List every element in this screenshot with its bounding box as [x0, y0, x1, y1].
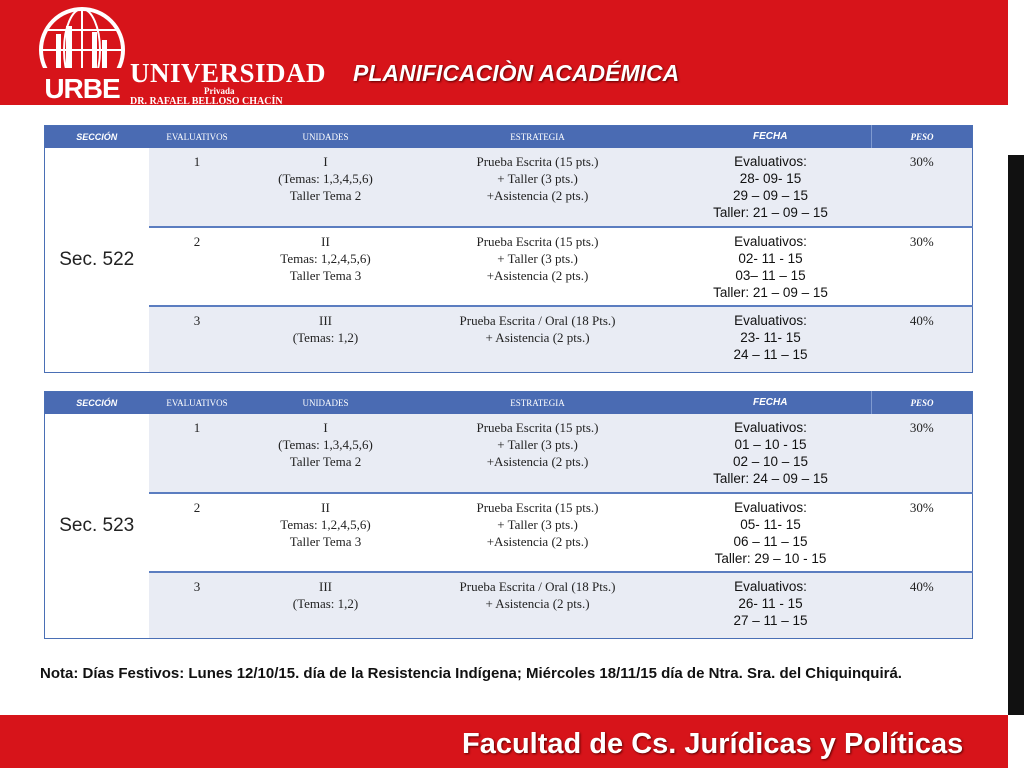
col-header-peso: PESO: [872, 392, 973, 414]
logo-wordmark: UNIVERSIDAD: [130, 58, 327, 88]
fecha-line: 23- 11- 15: [740, 329, 801, 345]
fecha-line: 24 – 11 – 15: [733, 346, 808, 362]
col-header-unidades: UNIDADES: [246, 392, 406, 414]
unidades-cell: [246, 493, 406, 572]
page-title: PLANIFICACIÒN ACADÉMICA: [353, 60, 680, 86]
unidades-line: (Temas: 1,2): [292, 595, 359, 611]
fecha-cell: [670, 148, 872, 227]
estrategia-line: Prueba Escrita (15 pts.): [476, 499, 599, 515]
unidades-line: Taller Tema 3: [289, 267, 362, 283]
estrategia-line: + Taller (3 pts.): [497, 516, 578, 532]
col-header-evaluativos: EVALUATIVOS: [149, 392, 246, 414]
unidades-cell: [246, 148, 406, 227]
logo-monogram: URBE: [44, 73, 120, 104]
fecha-line: 27 – 11 – 15: [733, 612, 808, 628]
section-cell: Sec. 522: [45, 148, 149, 373]
right-edge-strip: [1008, 0, 1024, 155]
unidades-line: III: [319, 312, 332, 328]
logo-subtitle-privada: Privada: [204, 86, 235, 96]
peso-cell: 40%: [872, 306, 973, 373]
table-row: [45, 148, 973, 227]
urbe-logo-icon: [36, 6, 132, 104]
table-header-row: [45, 392, 973, 414]
fecha-line: 26- 11 - 15: [738, 595, 803, 611]
evaluativo-cell: 1: [149, 414, 246, 493]
estrategia-cell: [406, 493, 670, 572]
unidades-line: II: [321, 233, 330, 249]
estrategia-line: + Taller (3 pts.): [497, 436, 578, 452]
unidades-line: Taller Tema 3: [289, 533, 362, 549]
fecha-line: Taller: 24 – 09 – 15: [713, 470, 828, 486]
table-row: [45, 572, 973, 639]
estrategia-line: Prueba Escrita / Oral (18 Pts.): [459, 312, 616, 328]
estrategia-line: Prueba Escrita / Oral (18 Pts.): [459, 578, 616, 594]
fecha-line: 05- 11- 15: [740, 516, 801, 532]
fecha-cell: [670, 306, 872, 373]
fecha-cell: [670, 493, 872, 572]
estrategia-cell: [406, 414, 670, 493]
estrategia-line: + Taller (3 pts.): [497, 170, 578, 186]
table-row: [45, 414, 973, 493]
schedule-table-sec-522: [44, 125, 973, 373]
unidades-line: II: [321, 499, 330, 515]
fecha-cell: [670, 572, 872, 639]
unidades-line: I: [323, 153, 328, 169]
unidades-line: III: [319, 578, 332, 594]
estrategia-cell: [406, 306, 670, 373]
estrategia-line: +Asistencia (2 pts.): [486, 187, 589, 203]
unidades-line: (Temas: 1,3,4,5,6): [278, 436, 373, 452]
col-header-unidades: UNIDADES: [246, 126, 406, 148]
peso-cell: 40%: [872, 572, 973, 639]
faculty-footer-title: Facultad de Cs. Jurídicas y Políticas: [462, 728, 964, 760]
estrategia-line: + Asistencia (2 pts.): [485, 595, 590, 611]
estrategia-cell: [406, 227, 670, 306]
unidades-line: Taller Tema 2: [289, 453, 362, 469]
unidades-cell: [246, 306, 406, 373]
fecha-line: Evaluativos:: [734, 312, 807, 328]
estrategia-line: + Taller (3 pts.): [497, 250, 578, 266]
col-header-seccion: SECCIÓN: [45, 126, 149, 148]
fecha-cell: [670, 227, 872, 306]
fecha-line: Evaluativos:: [734, 233, 807, 249]
evaluativo-cell: 2: [149, 493, 246, 572]
unidades-cell: [246, 227, 406, 306]
unidades-cell: [246, 572, 406, 639]
schedule-table-sec-523: [44, 391, 973, 639]
estrategia-line: + Asistencia (2 pts.): [485, 329, 590, 345]
fecha-cell: [670, 414, 872, 493]
estrategia-cell: [406, 572, 670, 639]
unidades-line: Taller Tema 2: [289, 187, 362, 203]
peso-cell: 30%: [872, 148, 973, 227]
unidades-cell: [246, 414, 406, 493]
fecha-line: 03– 11 – 15: [735, 267, 806, 283]
col-header-estrategia: ESTRATEGIA: [406, 392, 670, 414]
unidades-line: (Temas: 1,2): [292, 329, 359, 345]
fecha-line: Evaluativos:: [734, 419, 807, 435]
fecha-line: 29 – 09 – 15: [732, 187, 809, 203]
fecha-line: Taller: 29 – 10 - 15: [714, 550, 827, 566]
estrategia-line: +Asistencia (2 pts.): [486, 453, 589, 469]
fecha-line: Taller: 21 – 09 – 15: [713, 204, 828, 220]
holidays-note: Nota: Días Festivos: Lunes 12/10/15. día de la Resistencia Indígena; Miércoles 18/11/15 día de Ntra. Sra. del Chiquinquirá.: [40, 665, 902, 682]
logo-subtitle-name: DR. RAFAEL BELLOSO CHACÍN: [130, 96, 283, 107]
university-logo: [36, 6, 327, 107]
evaluativo-cell: 3: [149, 572, 246, 639]
estrategia-line: Prueba Escrita (15 pts.): [476, 419, 599, 435]
right-edge-dark-strip: [1008, 155, 1024, 715]
estrategia-line: +Asistencia (2 pts.): [486, 267, 589, 283]
fecha-line: 06 – 11 – 15: [733, 533, 808, 549]
table-header-row: [45, 126, 973, 148]
estrategia-cell: [406, 148, 670, 227]
table-row: [45, 306, 973, 373]
section-cell: Sec. 523: [45, 414, 149, 639]
col-header-peso: PESO: [872, 126, 973, 148]
peso-cell: 30%: [872, 414, 973, 493]
col-header-seccion: SECCIÓN: [45, 392, 149, 414]
evaluativo-cell: 3: [149, 306, 246, 373]
fecha-line: Evaluativos:: [734, 499, 807, 515]
estrategia-line: Prueba Escrita (15 pts.): [476, 233, 599, 249]
peso-cell: 30%: [872, 493, 973, 572]
estrategia-line: Prueba Escrita (15 pts.): [476, 153, 599, 169]
fecha-line: Taller: 21 – 09 – 15: [713, 284, 828, 300]
unidades-line: Temas: 1,2,4,5,6): [280, 516, 371, 532]
fecha-line: 01 – 10 - 15: [734, 436, 807, 452]
fecha-line: Evaluativos:: [734, 153, 807, 169]
fecha-line: 02 – 10 – 15: [732, 453, 809, 469]
unidades-line: I: [323, 419, 328, 435]
evaluativo-cell: 2: [149, 227, 246, 306]
unidades-line: Temas: 1,2,4,5,6): [280, 250, 371, 266]
col-header-fecha: FECHA: [670, 126, 872, 148]
unidades-line: (Temas: 1,3,4,5,6): [278, 170, 373, 186]
col-header-evaluativos: EVALUATIVOS: [149, 126, 246, 148]
fecha-line: 28- 09- 15: [739, 170, 802, 186]
estrategia-line: +Asistencia (2 pts.): [486, 533, 589, 549]
table-row: [45, 227, 973, 306]
fecha-line: Evaluativos:: [734, 578, 807, 594]
evaluativo-cell: 1: [149, 148, 246, 227]
col-header-fecha: FECHA: [670, 392, 872, 414]
peso-cell: 30%: [872, 227, 973, 306]
fecha-line: 02- 11 - 15: [738, 250, 803, 266]
col-header-estrategia: ESTRATEGIA: [406, 126, 670, 148]
table-row: [45, 493, 973, 572]
